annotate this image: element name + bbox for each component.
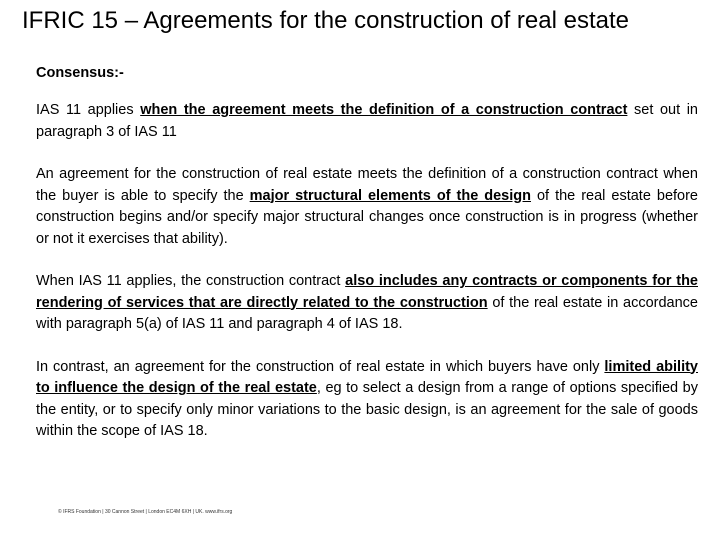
paragraph-2-underlined: major structural elements of the design: [249, 187, 531, 204]
slide-body: [36, 63, 698, 464]
paragraph-1: [36, 100, 698, 143]
paragraph-3-text-b: of the real estate in accordance with paragraph 5(a) of IAS 11 and paragraph 4 of IAS 18.: [36, 294, 698, 332]
paragraph-1-underlined: when the agreement meets the definition of a construction contract: [140, 102, 628, 118]
paragraph-3-underlined: also includes any contracts or components for the rendering of services that are directly related to the construction: [36, 273, 698, 311]
paragraph-4-text-a: In contrast, an agreement for the construction of real estate in which buyers have only: [36, 358, 605, 375]
footer-copyright: © IFRS Foundation | 30 Cannon Street | London EC4M 6XH | UK. www.ifrs.org: [58, 509, 233, 515]
paragraph-1-text-b: set out in paragraph 3 of IAS 11: [36, 102, 698, 140]
paragraph-2-text-b: of the real estate before construction begins and/or specify major structural changes once construction is in progress (whether or not it exercises that ability).: [36, 187, 698, 247]
consensus-heading: Consensus:-: [36, 65, 124, 81]
slide-title: IFRIC 15 – Agreements for the construction of real estate: [22, 7, 629, 34]
paragraph-4: [36, 357, 698, 443]
paragraph-3: [36, 271, 698, 336]
paragraph-3-text-a: When IAS 11 applies, the construction contract: [36, 273, 346, 289]
paragraph-1-text-a: IAS 11 applies: [36, 102, 141, 118]
paragraph-2: [36, 164, 698, 250]
paragraph-4-text-b: , eg to select a design from a range of options specified by the entity, or to specify only minor variations to the basic design, is an agreement for the sale of goods within the scope of IAS 18.: [36, 380, 698, 439]
paragraph-4-underlined: limited ability to influence the design of the real estate: [36, 358, 698, 396]
paragraph-2-text-a: An agreement for the construction of real estate meets the definition of a construction contract when the buyer is able to specify the: [36, 166, 698, 204]
